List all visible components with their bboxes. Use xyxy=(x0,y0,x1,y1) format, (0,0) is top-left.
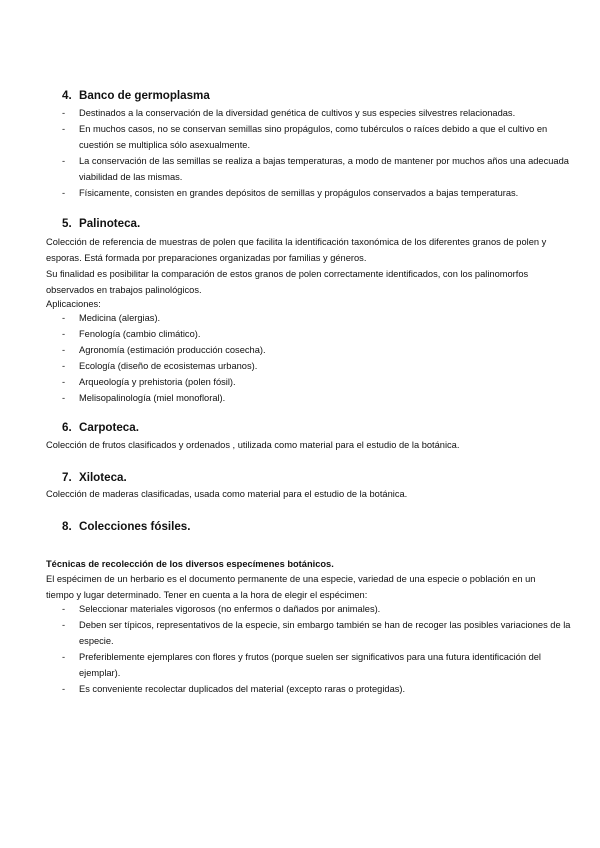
bullet-dash: - xyxy=(62,329,66,339)
list-item-text: Deben ser típicos, representativos de la especie, sin embargo también se han de recoger las posibles variaciones de la especie. xyxy=(79,620,571,646)
list-item-text: Preferiblemente ejemplares con flores y frutos (porque suelen ser significativos para una futura identificación del ejemplar). xyxy=(79,652,541,678)
bullet-dash: - xyxy=(62,361,66,371)
list-item xyxy=(62,185,572,201)
list-item-text: Es conveniente recolectar duplicados del material (excepto raras o protegidas). xyxy=(79,684,406,694)
list-item-text: Ecología (diseño de ecosistemas urbanos). xyxy=(79,361,258,371)
section-title: Colecciones fósiles. xyxy=(79,520,191,533)
list-item xyxy=(62,649,572,681)
section-heading-8 xyxy=(62,520,190,533)
carpoteca-paragraph: Colección de frutos clasificados y ordenados , utilizada como material para el estudio de la botánica. xyxy=(46,440,460,450)
section-title: Xiloteca. xyxy=(79,471,127,484)
list-item-text: Agronomía (estimación producción cosecha). xyxy=(79,345,266,355)
techniques-title: Técnicas de recolección de los diversos especímenes botánicos. xyxy=(46,559,334,569)
bullet-dash: - xyxy=(62,156,66,166)
section-number: 6. xyxy=(62,421,72,434)
techniques-list xyxy=(62,601,572,697)
list-item-text: Medicina (alergias). xyxy=(79,313,161,323)
section-heading-4 xyxy=(62,89,210,102)
bullet-dash: - xyxy=(62,393,66,403)
list-item-text: Fenología (cambio climático). xyxy=(79,329,201,339)
palinoteca-paragraph-2: Su finalidad es posibilitar la comparación de estos granos de polen correctamente identificados, con los palinomorfos observados en trabajos palinológicos. xyxy=(46,269,529,295)
bullet-dash: - xyxy=(62,108,66,118)
list-item-text: Físicamente, consisten en grandes depósitos de semillas y propágulos conservados a bajas temperaturas. xyxy=(79,188,519,198)
list-item xyxy=(62,358,572,374)
list-item xyxy=(62,121,572,153)
list-item xyxy=(62,326,572,342)
list-item xyxy=(62,342,572,358)
section-heading-7 xyxy=(62,471,127,484)
list-item xyxy=(62,601,572,617)
list-item xyxy=(62,310,572,326)
bullet-dash: - xyxy=(62,604,66,614)
bullet-dash: - xyxy=(62,124,66,134)
list-item-text: Arqueología y prehistoria (polen fósil). xyxy=(79,377,236,387)
palinoteca-paragraph-1: Colección de referencia de muestras de polen que facilita la identificación taxonómica de los diferentes granos de polen y esporas. Está formada por preparaciones organizadas por familias y géneros. xyxy=(46,237,547,263)
list-item-text: Destinados a la conservación de la diversidad genética de cultivos y sus especies silvestres relacionadas. xyxy=(79,108,516,118)
section-heading-5 xyxy=(62,217,140,230)
section-title: Palinoteca. xyxy=(79,217,141,230)
list-item-text: La conservación de las semillas se realiza a bajas temperaturas, a modo de mantener por muchos años una adecuada viabilidad de las mismas. xyxy=(79,156,569,182)
list-item xyxy=(62,374,572,390)
list-item-text: Melisopalinología (miel monofloral). xyxy=(79,393,226,403)
list-item xyxy=(62,153,572,185)
section-number: 4. xyxy=(62,89,72,102)
section-title: Banco de germoplasma xyxy=(79,89,210,102)
list-item xyxy=(62,681,572,697)
list-item xyxy=(62,617,572,649)
bullet-dash: - xyxy=(62,652,66,662)
list-item xyxy=(62,390,572,406)
section-number: 8. xyxy=(62,520,72,533)
bullet-dash: - xyxy=(62,313,66,323)
section-title: Carpoteca. xyxy=(79,421,139,434)
bullet-dash: - xyxy=(62,620,66,630)
list-item xyxy=(62,105,572,121)
techniques-paragraph: El espécimen de un herbario es el documento permanente de una especie, variedad de una especie o población en un tiempo y lugar determinado. Tener en cuenta a la hora de elegir el espécimen: xyxy=(46,574,536,600)
section-heading-6 xyxy=(62,421,139,434)
section-number: 5. xyxy=(62,217,72,230)
bullet-dash: - xyxy=(62,377,66,387)
bullet-dash: - xyxy=(62,188,66,198)
applications-label: Aplicaciones: xyxy=(46,299,101,309)
applications-list xyxy=(62,310,572,406)
bullet-dash: - xyxy=(62,684,66,694)
list-item-text: Seleccionar materiales vigorosos (no enfermos o dañados por animales). xyxy=(79,604,381,614)
bullet-dash: - xyxy=(62,345,66,355)
list-item-text: En muchos casos, no se conservan semillas sino propágulos, como tubérculos o raíces debido a que el cultivo en cuestión se multiplica sólo asexualmente. xyxy=(79,124,548,150)
germoplasma-list xyxy=(62,105,572,201)
section-number: 7. xyxy=(62,471,72,484)
xiloteca-paragraph: Colección de maderas clasificadas, usada como material para el estudio de la botánica. xyxy=(46,489,408,499)
